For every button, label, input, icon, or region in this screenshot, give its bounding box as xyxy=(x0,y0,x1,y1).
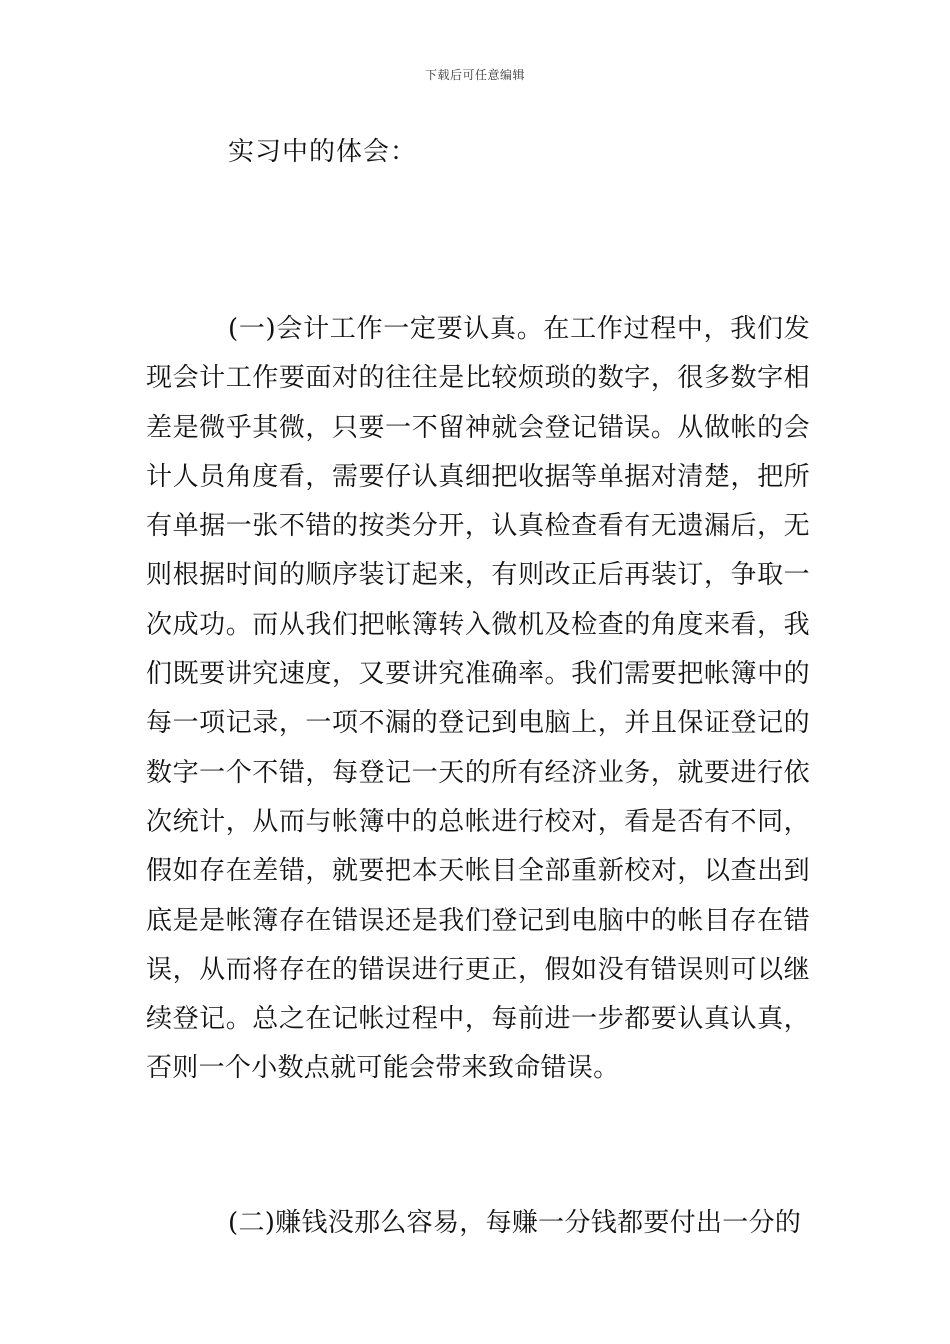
paragraph-earning-money: (二)赚钱没那么容易，每赚一分钱都要付出一分的 xyxy=(228,1208,802,1238)
header-note: 下载后可任意编辑 xyxy=(424,68,525,82)
paragraph-accounting-care: (一)会计工作一定要认真。在工作过程中，我们发现会计工作要面对的往往是比较烦琐的数字，很多数字相差是微乎其微，只要一不留神就会登记错误。从做帐的会计人员角度看，需要仔认真细把收据等单据对清楚，把所有单据一张不错的按类分开，认真检查看有无遗漏后，无则根据时间的顺序装订起来，有则改正后再装订，争取一次成功。而从我们把帐簿转入微机及检查的角度来看，我们既要讲究速度，又要讲究准确率。我们需要把帐簿中的每一项记录，一项不漏的登记到电脑上，并且保证登记的数字一个不错，每登记一天的所有经济业务，就要进行依次统计，从而与帐簿中的总帐进行校对，看是否有不同，假如存在差错，就要把本天帐目全部重新校对，以查出到底是是帐簿存在错误还是我们登记到电脑中的帐目存在错误，从而将存在的错误进行更正，假如没有错误则可以继续登记。总之在记帐过程中，每前进一步都要认真认真，否则一个小数点就可能会带来致命错误。 xyxy=(146,314,810,1084)
section-heading: 实习中的体会： xyxy=(228,137,418,167)
